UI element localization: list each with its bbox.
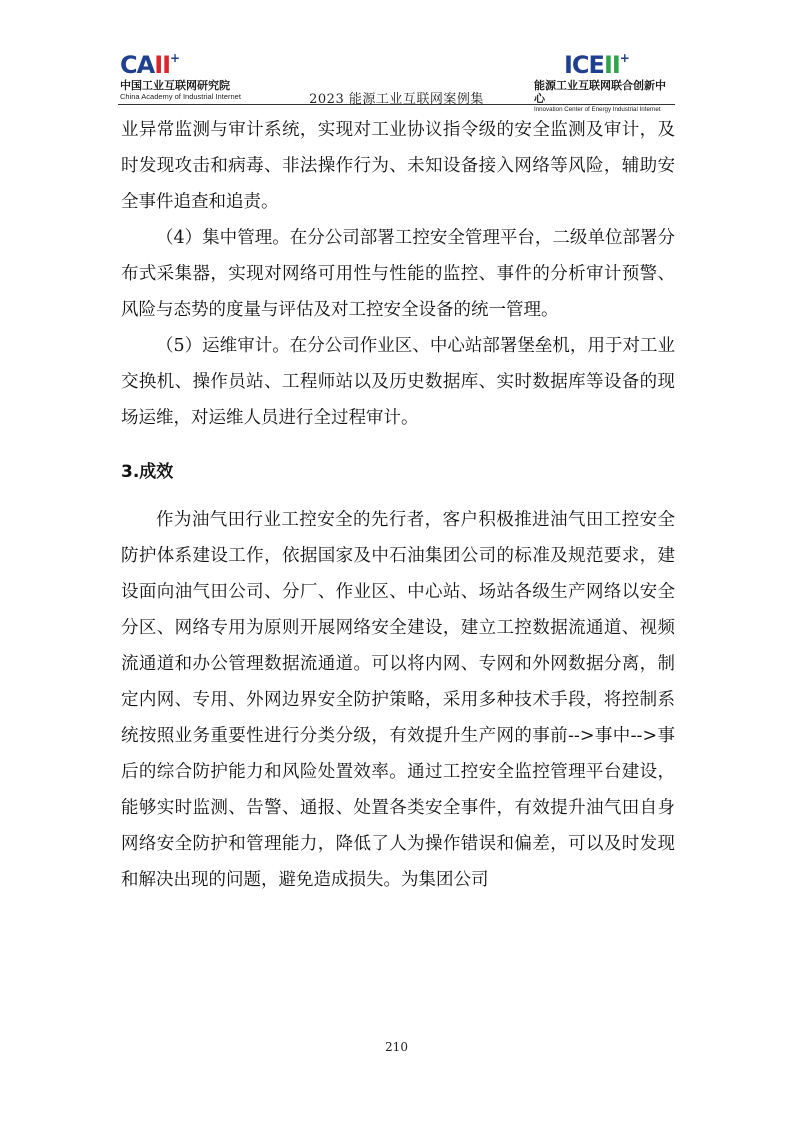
page-body [121,112,675,898]
caii-name-en: China Academy of Industrial Internet [120,92,241,101]
iceii-name-cn: 能源工业互联网联合创新中心 [534,79,666,105]
item-operations-audit: （5）运维审计。在分公司作业区、中心站部署堡垒机，用于对工业交换机、操作员站、工程师站以及历史数据库、实时数据库等设备的现场运维，对运维人员进行全过程审计。 [121,336,675,428]
iceii-logo-mark: ICEII+ [564,51,629,79]
header-divider [118,104,675,105]
continuation-paragraph: 业异常监测与审计系统，实现对工业协议指令级的安全监测及审计，及时发现攻击和病毒、非法操作行为、未知设备接入网络等风险，辅助安全事件追查和追责。 [121,120,675,212]
section-heading-results: 3.成效 [121,462,174,482]
caii-logo-mark: CAII+ [120,51,180,79]
item-centralized-management: （4）集中管理。在分公司部署工控安全管理平台，二级单位部署分布式采集器，实现对网络可用性与性能的监控、事件的分析审计预警、风险与态势的度量与评估及对工控安全设备的统一管理。 [121,228,675,320]
results-paragraph: 作为油气田行业工控安全的先行者，客户积极推进油气田工控安全防护体系建设工作，依据国家及中石油集团公司的标准及规范要求，建设面向油气田公司、分厂、作业区、中心站、场站各级生产网络以安全分区、网络专用为原则开展网络安全建设，建立工控数据流通道、视频流通道和办公管理数据流通道。可以将内网、专网和外网数据分离，制定内网、专用、外网边界安全防护策略，采用多种技术手段，将控制系统按照业务重要性进行分类分级，有效提升生产网的事前-->事中-->事后的综合防护能力和风险处置效率。通过工控安全监控管理平台建设，能够实时监测、告警、通报、处置各类安全事件，有效提升油气田自身网络安全防护和管理能力，降低了人为操作错误和偏差，可以及时发现和解决出现的问题，避免造成损失。为集团公司 [121,510,675,890]
iceii-name-en: Innovation Center of Energy Industrial Internet [534,106,661,113]
caii-name-cn: 中国工业互联网研究院 [120,79,230,92]
page-number: 210 [385,1040,408,1054]
page-header [0,0,793,113]
header-title: 2023 能源工业互联网案例集 [309,92,484,107]
